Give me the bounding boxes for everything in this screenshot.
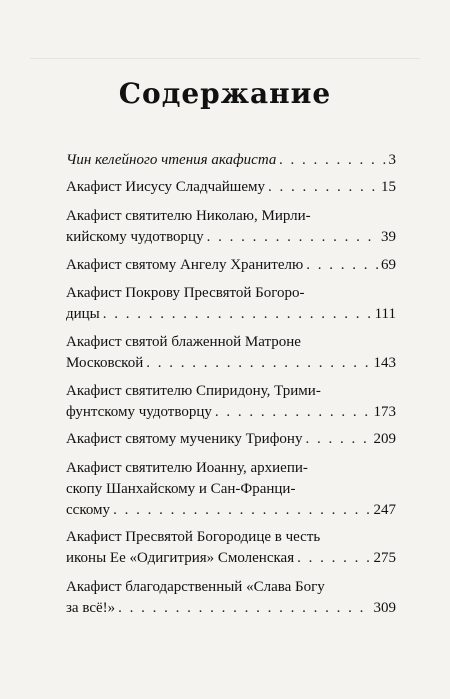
toc-page-number: 111 — [374, 306, 396, 322]
toc-entry — [66, 206, 396, 248]
toc-entry-title-cont: фунтскому чудотворцу — [66, 404, 212, 420]
toc-entry — [66, 577, 396, 619]
toc-page-number: 3 — [388, 152, 396, 168]
leader-dots — [305, 429, 370, 450]
leader-dots — [297, 548, 370, 569]
bleed-through-header — [30, 40, 420, 59]
toc-entry — [66, 429, 396, 450]
toc-entry-title: Акафист Покрову Пресвятой Богоро- — [66, 285, 305, 301]
toc-entry — [66, 381, 396, 423]
toc-entry-title: Чин келейного чтения акафиста — [66, 152, 277, 168]
toc-page-number: 275 — [373, 550, 396, 566]
toc-page-number: 15 — [381, 179, 396, 195]
toc-entry-title-cont: за всё!» — [66, 600, 116, 616]
toc-entry-title: Акафист святой блаженной Матроне — [66, 334, 301, 350]
leader-dots — [207, 227, 378, 248]
toc-entry-title: Акафист святителю Николаю, Мирли- — [66, 208, 311, 224]
toc-page-number: 39 — [381, 229, 396, 245]
toc-entry — [66, 283, 396, 325]
leader-dots — [103, 304, 372, 325]
toc-entry-title: Акафист благодарственный «Слава Богу — [66, 579, 325, 595]
toc-entry — [66, 255, 396, 276]
toc-page-number: 143 — [373, 355, 396, 371]
toc-entry — [66, 332, 396, 374]
leader-dots — [113, 500, 370, 521]
toc-entry — [66, 177, 396, 198]
toc-entry-title-cont: дицы — [66, 306, 100, 322]
toc-entry-title: Акафист святому мученику Трифону — [66, 431, 303, 447]
toc-page-number: 173 — [373, 404, 396, 420]
toc-entry — [66, 458, 396, 521]
toc-entry-title: Акафист святителю Спиридону, Трими- — [66, 383, 321, 399]
toc-entry-title-cont: сскому — [66, 502, 111, 518]
toc-page-number: 309 — [373, 600, 396, 616]
leader-dots — [146, 353, 370, 374]
toc-entry-title: Акафист святому Ангелу Хранителю — [66, 257, 304, 273]
toc-entry — [66, 527, 396, 569]
toc-entry-title: Акафист Пресвятой Богородице в честь — [66, 529, 321, 545]
toc-entry-title: Акафист святителю Иоанну, архиепи- — [66, 460, 308, 476]
toc-entry-title-cont: Московской — [66, 355, 144, 371]
toc-entry-title-cont: кийскому чудотворцу — [66, 229, 204, 245]
leader-dots — [279, 150, 385, 171]
leader-dots — [118, 598, 370, 619]
leader-dots — [268, 177, 378, 198]
leader-dots — [306, 255, 378, 276]
page-title: Содержание — [118, 77, 332, 110]
toc-page-number: 209 — [373, 431, 396, 447]
toc-entry — [66, 150, 396, 171]
toc-page-number: 69 — [381, 257, 396, 273]
toc-entry-title: Акафист Иисусу Сладчайшему — [66, 179, 265, 195]
toc-entry-title-cont: иконы Ее «Одигитрия» Смоленская — [66, 550, 295, 566]
leader-dots — [215, 402, 371, 423]
toc-page-number: 247 — [373, 502, 396, 518]
toc-entry-title-cont: скопу Шанхайскому и Сан-Франци- — [66, 481, 296, 497]
